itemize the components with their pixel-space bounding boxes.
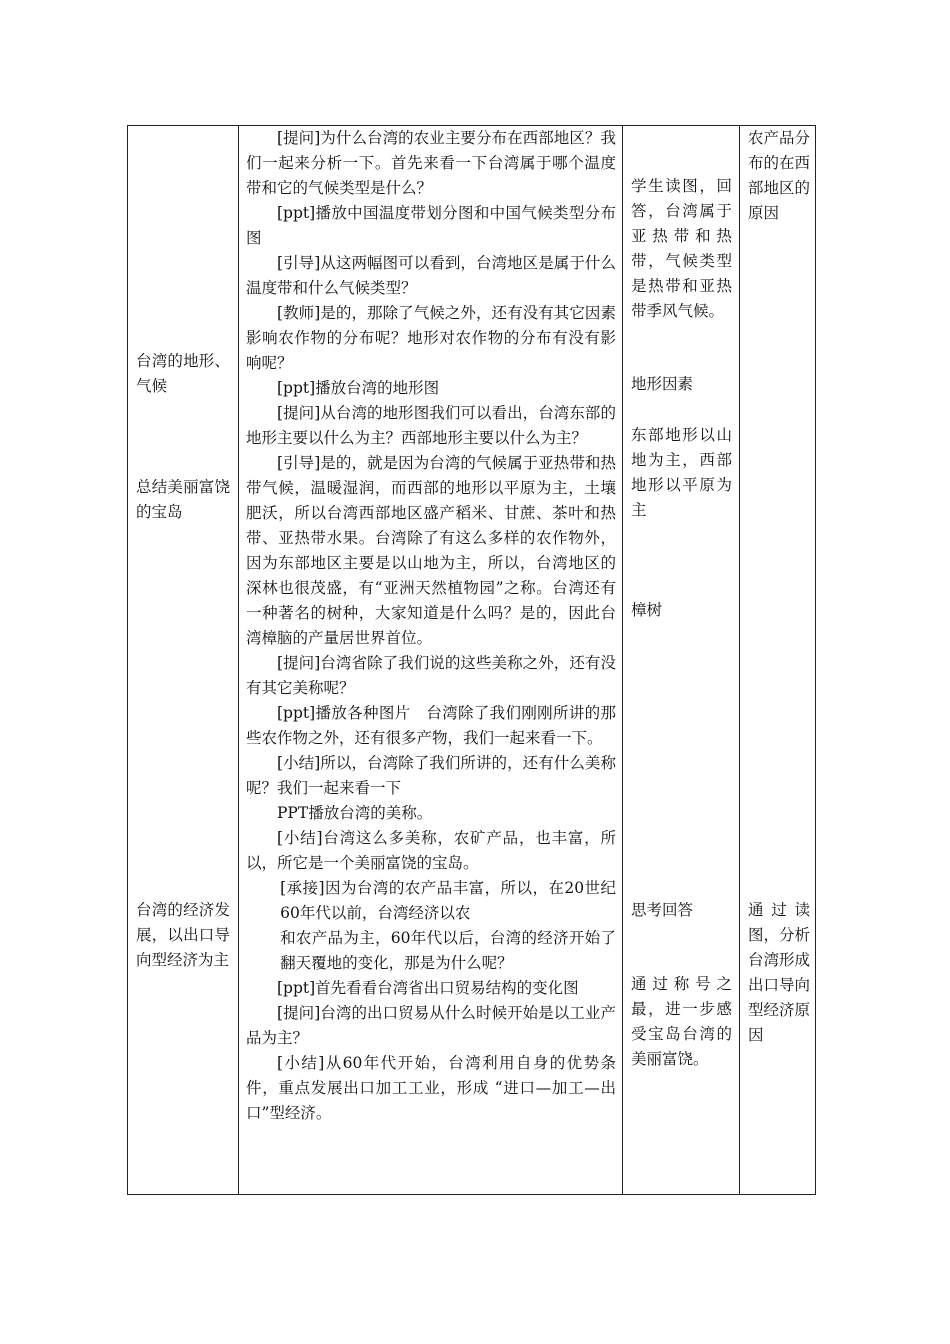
column-divider xyxy=(238,126,239,1194)
process-paragraph: [小结]从60年代开始，台湾利用自身的优势条件，重点发展出口加工工业，形成 “进口—加工—出口”型经济。 xyxy=(246,1054,616,1122)
process-paragraph: [小结]所以，台湾除了我们所讲的，还有什么美称呢？我们一起来看一下 xyxy=(246,754,616,797)
topic-terrain-climate: 台湾的地形、气候 xyxy=(136,352,230,395)
process-paragraph: [教师]是的，那除了气候之外，还有没有其它因素影响农作物的分布呢？地形对农作物的分布有没有影响呢？ xyxy=(246,304,616,372)
process-paragraph: [ppt]播放台湾的地形图 xyxy=(277,379,440,397)
process-paragraph: [ppt]首先看看台湾省出口贸易结构的变化图 xyxy=(277,979,579,997)
topic-summary: 总结美丽富饶的宝岛 xyxy=(136,478,230,521)
student-answer-titles: 通过称号之最，进一步感受宝岛台湾的美丽富饶。 xyxy=(631,975,732,1068)
process-paragraph: [承接]因为台湾的农产品丰富，所以，在20世纪60年代以前，台湾经济以农 xyxy=(280,879,616,922)
topic-economy: 台湾的经济发展，以出口导向型经济为主 xyxy=(136,901,230,969)
column-divider xyxy=(739,126,740,1194)
design-intent-agriculture: 农产品分布的在西部地区的原因 xyxy=(748,129,811,222)
process-paragraph: [提问]台湾省除了我们说的这些美称之外，还有没有其它美称呢？ xyxy=(246,654,616,697)
teaching-process xyxy=(246,126,616,1126)
student-answer-think: 思考回答 xyxy=(631,901,694,919)
process-paragraph: [ppt]播放各种图片 台湾除了我们刚刚所讲的那些农作物之外，还有很多产物，我们一起来看一下。 xyxy=(246,704,616,747)
process-paragraph: [引导]是的，就是因为台湾的气候属于亚热带和热带气候，温暖湿润，而西部的地形以平原为主，土壤肥沃，所以台湾西部地区盛产稻米、甘蔗、茶叶和热带、亚热带水果。台湾除了有这么多样的农作物外，因为东部地区主要是以山地为主，所以，台湾地区的深林也很茂盛，有“亚洲天然植物园”之称。台湾还有一种著名的树种，大家知道是什么吗？是的，因此台湾樟脑的产量居世界首位。 xyxy=(246,454,616,647)
lesson-plan-table xyxy=(127,125,816,1195)
process-paragraph: [ppt]播放中国温度带划分图和中国气候类型分布图 xyxy=(246,204,616,247)
process-paragraph: 和农产品为主，60年代以后，台湾的经济开始了翻天覆地的变化，那是为什么呢？ xyxy=(280,929,616,972)
process-paragraph: [引导]从这两幅图可以看到，台湾地区是属于什么温度带和什么气候类型？ xyxy=(246,254,616,297)
design-intent-economy: 通过读图，分析台湾形成出口导向型经济原因 xyxy=(748,901,811,1044)
process-paragraph: [小结]台湾这么多美称，农矿产品，也丰富，所以，所它是一个美丽富饶的宝岛。 xyxy=(246,829,616,872)
student-answer-terrain: 地形因素 xyxy=(631,375,694,393)
column-divider xyxy=(622,126,623,1194)
student-answer-east-west: 东部地形以山地为主，西部地形以平原为主 xyxy=(631,426,732,519)
process-paragraph: [提问]从台湾的地形图我们可以看出，台湾东部的地形主要以什么为主？西部地形主要以什么为主？ xyxy=(246,404,616,447)
student-answer-tree: 樟树 xyxy=(631,601,663,619)
process-paragraph: [提问]为什么台湾的农业主要分布在西部地区？我们一起来分析一下。首先来看一下台湾属于哪个温度带和它的气候类型是什么？ xyxy=(246,129,616,197)
process-paragraph: [提问]台湾的出口贸易从什么时候开始是以工业产品为主？ xyxy=(246,1004,616,1047)
student-answer-climate: 学生读图，回答，台湾属于亚热带和热带，气候类型是热带和亚热带季风气候。 xyxy=(631,177,732,320)
process-paragraph: PPT播放台湾的美称。 xyxy=(277,804,433,822)
